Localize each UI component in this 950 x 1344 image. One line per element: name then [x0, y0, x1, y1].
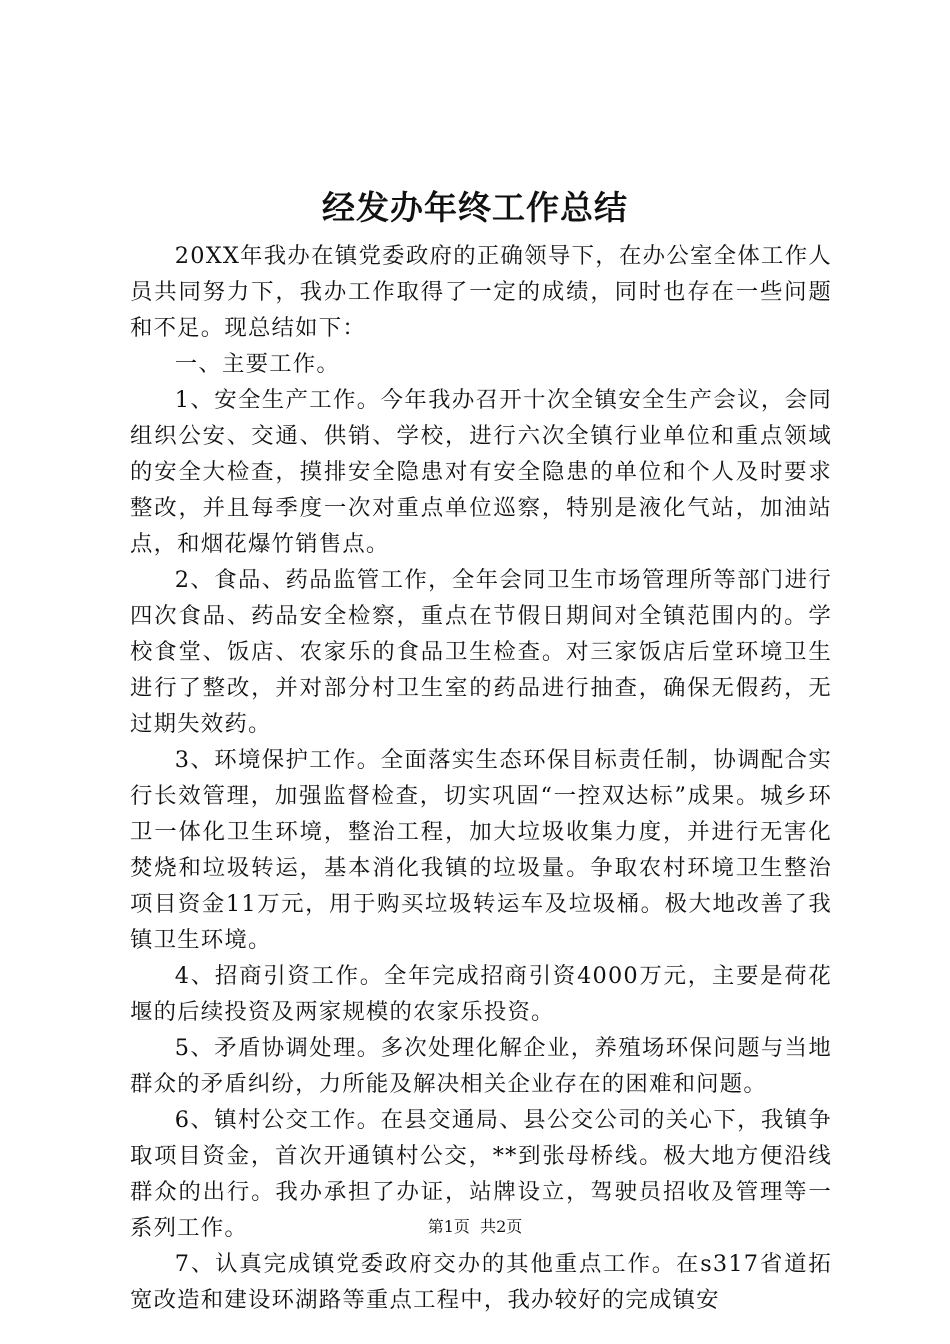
- paragraph-item-1: 1、安全生产工作。今年我办召开十次全镇安全生产会议，会同组织公安、交通、供销、学校，进行六次全镇行业单位和重点领域的安全大检查，摸排安全隐患对有安全隐患的单位和个人及时要求整改，并且每季度一次对重点单位巡察，特别是液化气站，加油站点，和烟花爆竹销售点。: [130, 387, 832, 557]
- footer-gap: [470, 1217, 480, 1236]
- paragraph-item-4: 4、招商引资工作。全年完成招商引资4000万元，主要是荷花堰的后续投资及两家规模的农家乐投资。: [130, 963, 832, 1025]
- paragraph-item-2: 2、食品、药品监管工作，全年会同卫生市场管理所等部门进行四次食品、药品安全检察，重点在节假日期间对全镇范围内的。学校食堂、饭店、农家乐的食品卫生检查。对三家饭店后堂环境卫生进行了整改，并对部分村卫生室的药品进行抽查，确保无假药，无过期失效药。: [130, 567, 832, 737]
- page-footer: [0, 1216, 950, 1238]
- document-title: 经发办年终工作总结: [322, 188, 628, 227]
- page-number: 第1页: [427, 1217, 470, 1236]
- paragraph-item-5: 5、矛盾协调处理。多次处理化解企业，养殖场环保问题与当地群众的矛盾纠纷，力所能及解决相关企业存在的困难和问题。: [130, 1035, 832, 1097]
- paragraph-item-7: 7、认真完成镇党委政府交办的其他重点工作。在s317省道拓宽改造和建设环湖路等重点工程中，我办较好的完成镇安: [130, 1251, 832, 1313]
- paragraph-item-6: 6、镇村公交工作。在县交通局、县公交公司的关心下，我镇争取项目资金，首次开通镇村公交，**到张母桥线。极大地方便沿线群众的出行。我办承担了办证，站牌设立，驾驶员招收及管理等一系列工作。: [130, 1107, 832, 1241]
- paragraph-intro: 20XX年我办在镇党委政府的正确领导下，在办公室全体工作人员共同努力下，我办工作取得了一定的成绩，同时也存在一些问题和不足。现总结如下：: [130, 243, 832, 341]
- paragraph-item-3: 3、环境保护工作。全面落实生态环保目标责任制，协调配合实行长效管理，加强监督检查，切实巩固“一控双达标”成果。城乡环卫一体化卫生环境，整治工程，加大垃圾收集力度，并进行无害化焚烧和垃圾转运，基本消化我镇的垃圾量。争取农村环境卫生整治项目资金11万元，用于购买垃圾转运车及垃圾桶。极大地改善了我镇卫生环境。: [130, 747, 832, 953]
- paragraph-section-heading: 一、主要工作。: [174, 351, 340, 377]
- document-body: [130, 238, 832, 1318]
- page-total: 共2页: [480, 1217, 523, 1236]
